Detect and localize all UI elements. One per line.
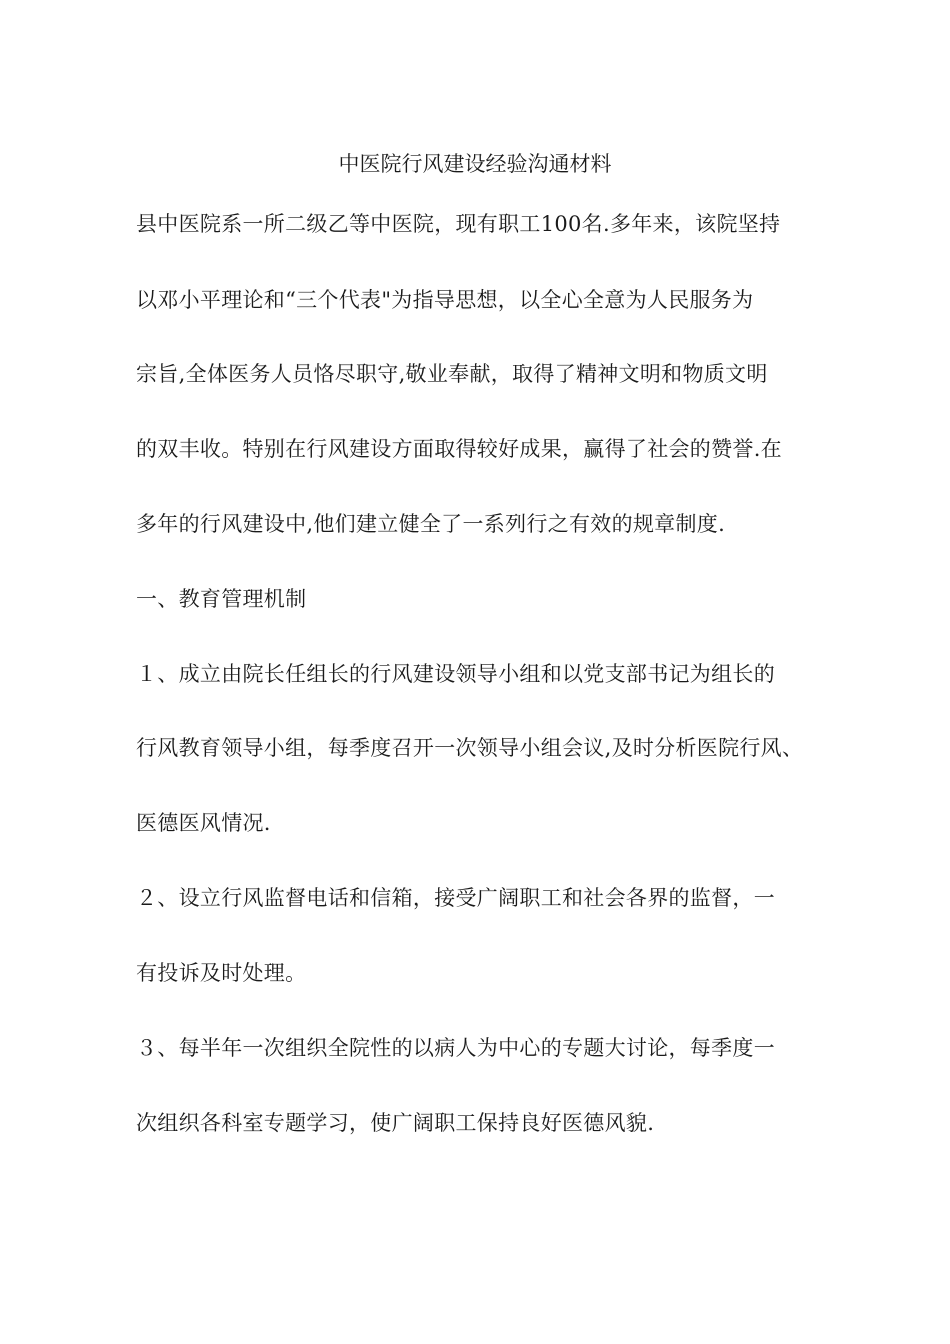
paragraph-line: 宗旨,全体医务人员恪尽职守,敬业奉献，取得了精神文明和物质文明 bbox=[136, 362, 768, 386]
paragraph-line: 县中医院系一所二级乙等中医院，现有职工100名.多年来，该院坚持 bbox=[136, 212, 781, 236]
paragraph-line: 次组织各科室专题学习，使广阔职工保持良好医德风貌. bbox=[136, 1111, 655, 1135]
paragraph-line: ２、设立行风监督电话和信箱，接受广阔职工和社会各界的监督，一 bbox=[136, 886, 775, 910]
section-heading: 一、教育管理机制 bbox=[136, 587, 307, 611]
paragraph-line: ３、每半年一次组织全院性的以病人为中心的专题大讨论，每季度一 bbox=[136, 1036, 775, 1060]
paragraph-line: 多年的行风建设中,他们建立健全了一系列行之有效的规章制度. bbox=[136, 512, 726, 536]
paragraph-line: １、成立由院长任组长的行风建设领导小组和以党支部书记为组长的 bbox=[136, 662, 775, 686]
paragraph-line: 医德医风情况. bbox=[136, 811, 271, 835]
paragraph-line: 行风教育领导小组，每季度召开一次领导小组会议,及时分析医院行风、 bbox=[136, 736, 804, 760]
paragraph-line: 有投诉及时处理。 bbox=[136, 961, 307, 985]
paragraph-line: 以邓小平理论和“三个代表"为指导思想，以全心全意为人民服务为 bbox=[136, 288, 754, 312]
paragraph-line: 的双丰收。特别在行风建设方面取得较好成果，赢得了社会的赞誉.在 bbox=[136, 437, 782, 461]
document-title: 中医院行风建设经验沟通材料 bbox=[338, 152, 612, 176]
